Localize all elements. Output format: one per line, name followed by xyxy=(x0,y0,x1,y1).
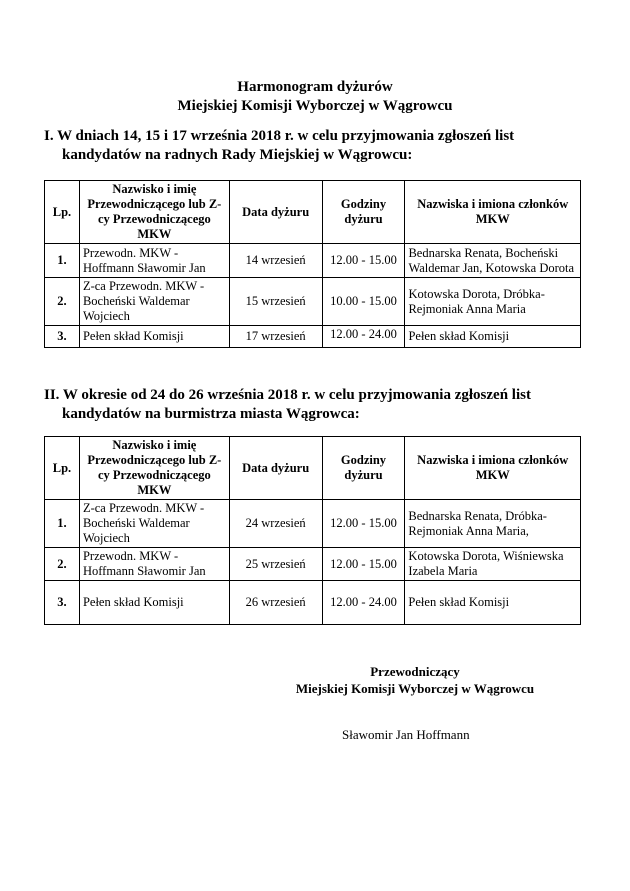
table-row xyxy=(45,581,581,625)
table-header-row xyxy=(45,437,581,500)
table-row xyxy=(45,244,581,278)
cell-name: Pełen skład Komisji xyxy=(79,326,229,348)
header-lp: Lp. xyxy=(45,437,80,500)
signature-name: Sławomir Jan Hoffmann xyxy=(342,727,470,742)
cell-name: Pełen skład Komisji xyxy=(79,581,229,625)
cell-name: Z-ca Przewodn. MKW - Bocheński Waldemar Wojciech xyxy=(79,500,229,548)
cell-members: Kotowska Dorota, Dróbka-Rejmoniak Anna Maria xyxy=(405,278,581,326)
section-1-heading xyxy=(44,127,574,165)
cell-hours: 12.00 - 15.00 xyxy=(322,244,405,278)
header-members: Nazwiska i imiona członków MKW xyxy=(405,181,581,244)
cell-date: 24 wrzesień xyxy=(229,500,322,548)
signature-block xyxy=(0,663,630,697)
cell-members: Bednarska Renata, Bocheński Waldemar Jan, Kotowska Dorota xyxy=(405,244,581,278)
cell-hours: 12.00 - 15.00 xyxy=(322,500,405,548)
cell-members: Kotowska Dorota, Wiśniewska Izabela Maria xyxy=(405,548,581,581)
header-name: Nazwisko i imię Przewodniczącego lub Z-cy Przewodniczącego MKW xyxy=(79,437,229,500)
cell-hours: 12.00 - 15.00 xyxy=(322,548,405,581)
cell-date: 14 wrzesień xyxy=(229,244,322,278)
section-2-text-line-2: kandydatów na burmistrza miasta Wągrowca: xyxy=(62,406,360,422)
section-2-number: II. xyxy=(44,387,60,403)
cell-hours: 12.00 - 24.00 xyxy=(322,326,405,348)
header-date: Data dyżuru xyxy=(229,437,322,500)
cell-hours: 12.00 - 24.00 xyxy=(322,581,405,625)
cell-lp: 3. xyxy=(45,326,80,348)
cell-date: 15 wrzesień xyxy=(229,278,322,326)
section-1-text-line-2: kandydatów na radnych Rady Miejskiej w Wągrowcu: xyxy=(62,147,413,163)
cell-lp: 1. xyxy=(45,244,80,278)
table-row xyxy=(45,548,581,581)
title-line-1: Harmonogram dyżurów xyxy=(237,79,393,95)
header-lp: Lp. xyxy=(45,181,80,244)
table-row xyxy=(45,278,581,326)
header-hours: Godziny dyżuru xyxy=(322,181,405,244)
signature-role-line-2: Miejskiej Komisji Wyborczej w Wągrowcu xyxy=(295,681,535,696)
table-row xyxy=(45,326,581,348)
header-name: Nazwisko i imię Przewodniczącego lub Z-cy Przewodniczącego MKW xyxy=(79,181,229,244)
section-1-number: I. xyxy=(44,128,54,144)
cell-name: Przewodn. MKW - Hoffmann Sławomir Jan xyxy=(79,244,229,278)
section-2-text-line-1: W okresie od 24 do 26 września 2018 r. w celu przyjmowania zgłoszeń list xyxy=(62,387,531,403)
cell-lp: 2. xyxy=(45,548,80,581)
cell-members: Bednarska Renata, Dróbka-Rejmoniak Anna Maria, xyxy=(405,500,581,548)
cell-date: 25 wrzesień xyxy=(229,548,322,581)
cell-hours: 10.00 - 15.00 xyxy=(322,278,405,326)
cell-lp: 2. xyxy=(45,278,80,326)
cell-members: Pełen skład Komisji xyxy=(405,581,581,625)
table-header-row xyxy=(45,181,581,244)
cell-date: 26 wrzesień xyxy=(229,581,322,625)
header-hours: Godziny dyżuru xyxy=(322,437,405,500)
schedule-table-2 xyxy=(44,436,581,625)
cell-name: Przewodn. MKW - Hoffmann Sławomir Jan xyxy=(79,548,229,581)
document-title xyxy=(0,78,630,116)
header-date: Data dyżuru xyxy=(229,181,322,244)
table-row xyxy=(45,500,581,548)
schedule-table-1 xyxy=(44,180,581,348)
section-2-heading xyxy=(44,386,574,424)
signature-role-line-1: Przewodniczący xyxy=(370,664,460,679)
section-1-text-line-1: W dniach 14, 15 i 17 września 2018 r. w celu przyjmowania zgłoszeń list xyxy=(57,128,515,144)
cell-lp: 1. xyxy=(45,500,80,548)
cell-lp: 3. xyxy=(45,581,80,625)
cell-date: 17 wrzesień xyxy=(229,326,322,348)
title-line-2: Miejskiej Komisji Wyborczej w Wągrowcu xyxy=(177,98,453,114)
cell-name: Z-ca Przewodn. MKW - Bocheński Waldemar Wojciech xyxy=(79,278,229,326)
cell-members: Pełen skład Komisji xyxy=(405,326,581,348)
header-members: Nazwiska i imiona członków MKW xyxy=(405,437,581,500)
